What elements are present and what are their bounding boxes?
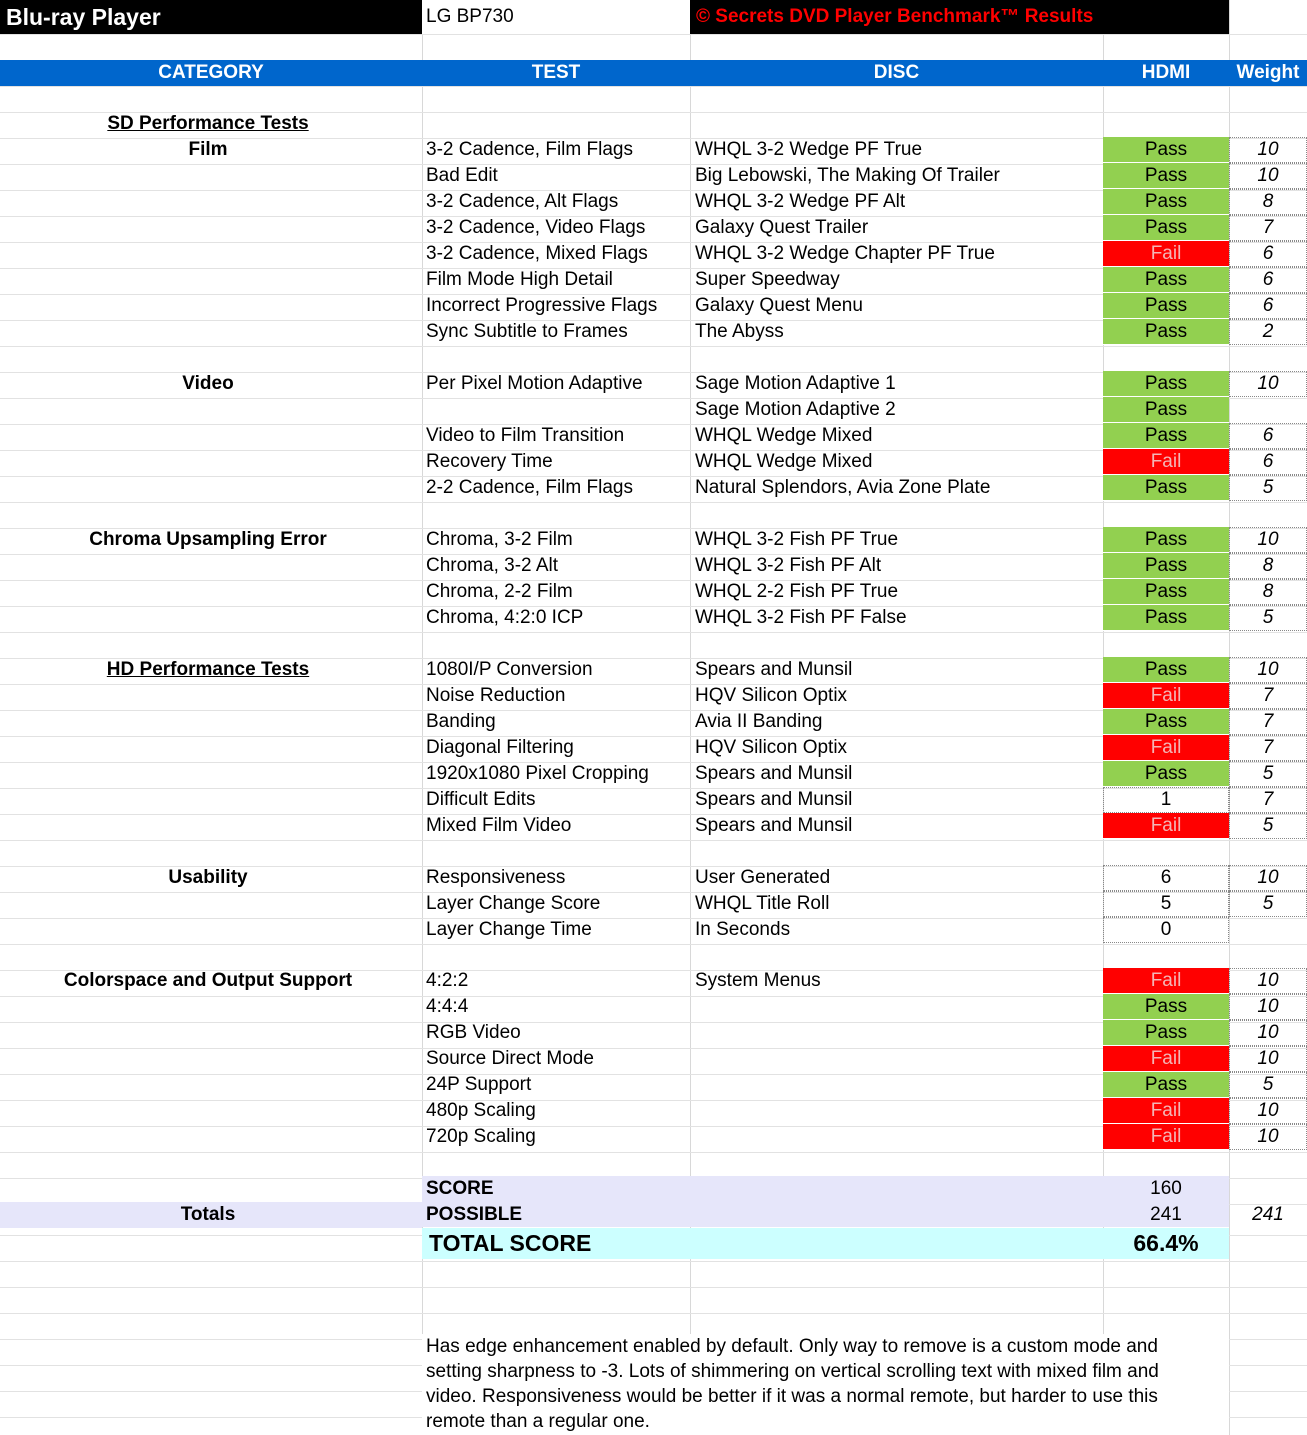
test-name: 2-2 Cadence, Film Flags [426, 477, 633, 498]
disc-name [690, 1124, 1103, 1150]
test-name: Noise Reduction [426, 685, 566, 706]
hdmi-result: Pass [1103, 1072, 1229, 1098]
disc-name [690, 1072, 1103, 1098]
hdmi-result: Pass [1103, 137, 1229, 163]
column-header-test: TEST [531, 62, 581, 83]
test-name: Sync Subtitle to Frames [426, 321, 628, 342]
disc-name [690, 1046, 1103, 1072]
disc-name: Big Lebowski, The Making Of Trailer [695, 165, 1000, 186]
weight-value: 5 [1229, 605, 1307, 631]
gridline [0, 944, 1307, 945]
possible-weight: 241 [1252, 1204, 1284, 1225]
test-name: Responsiveness [426, 867, 566, 888]
weight-value: 10 [1229, 657, 1307, 683]
test-name: Banding [426, 711, 496, 732]
test-name: Film Mode High Detail [426, 269, 613, 290]
disc-name: WHQL 3-2 Wedge PF True [695, 139, 923, 160]
test-name: 3-2 Cadence, Film Flags [426, 139, 633, 160]
disc-name [690, 1098, 1103, 1124]
notes-line: video. Responsiveness would be better if it was a normal remote, but harder to use this [426, 1385, 1158, 1407]
total-score-value: 66.4% [1133, 1230, 1199, 1256]
test-name: 4:4:4 [426, 996, 469, 1017]
hdmi-result: Fail [1103, 449, 1229, 475]
disc-name: Galaxy Quest Menu [695, 295, 863, 316]
player-name: LG BP730 [426, 6, 514, 27]
test-name: Chroma, 3-2 Alt [426, 555, 558, 576]
hdmi-result: 5 [1103, 891, 1229, 917]
hdmi-result: Fail [1103, 1124, 1229, 1150]
possible-label: POSSIBLE [426, 1204, 523, 1225]
hdmi-result: Pass [1103, 553, 1229, 579]
weight-value: 5 [1229, 813, 1307, 839]
gridline [0, 502, 1307, 503]
disc-name: WHQL 3-2 Fish PF True [695, 529, 899, 550]
disc-name: Spears and Munsil [695, 659, 853, 680]
hdmi-result: Pass [1103, 215, 1229, 241]
weight-value: 6 [1229, 423, 1307, 449]
disc-name: WHQL Title Roll [695, 893, 830, 914]
section-film: Film [188, 139, 228, 160]
gridline [0, 86, 1307, 87]
disc-name: WHQL Wedge Mixed [695, 451, 873, 472]
disc-name [690, 1020, 1103, 1046]
weight-value: 10 [1229, 527, 1307, 553]
disc-name: Avia II Banding [695, 711, 823, 732]
test-name: Layer Change Time [426, 919, 592, 940]
test-name: Incorrect Progressive Flags [426, 295, 658, 316]
weight-value: 10 [1229, 994, 1307, 1020]
weight-value: 10 [1229, 1046, 1307, 1072]
weight-value: 10 [1229, 968, 1307, 994]
hdmi-result: Pass [1103, 293, 1229, 319]
hdmi-result: Pass [1103, 579, 1229, 605]
disc-name: WHQL 3-2 Wedge PF Alt [695, 191, 906, 212]
test-name: RGB Video [426, 1022, 521, 1043]
hdmi-result: Pass [1103, 1020, 1229, 1046]
weight-value: 5 [1229, 891, 1307, 917]
hdmi-result: Pass [1103, 527, 1229, 553]
weight-value: 6 [1229, 293, 1307, 319]
hdmi-result: Pass [1103, 319, 1229, 345]
weight-value: 7 [1229, 683, 1307, 709]
hdmi-result: 6 [1103, 865, 1229, 891]
hdmi-result: Fail [1103, 813, 1229, 839]
disc-name: WHQL 3-2 Wedge Chapter PF True [695, 243, 995, 264]
weight-value: 7 [1229, 215, 1307, 241]
test-name: Mixed Film Video [426, 815, 572, 836]
test-name: Per Pixel Motion Adaptive [426, 373, 643, 394]
hdmi-result: Pass [1103, 163, 1229, 189]
notes-area [422, 1334, 1229, 1435]
benchmark-banner: © Secrets DVD Player Benchmark™ Results [690, 0, 1229, 34]
disc-name: Sage Motion Adaptive 1 [695, 373, 896, 394]
disc-name: WHQL 2-2 Fish PF True [695, 581, 899, 602]
disc-name: User Generated [695, 867, 831, 888]
weight-value: 7 [1229, 709, 1307, 735]
disc-name: Spears and Munsil [695, 763, 853, 784]
disc-name: Natural Splendors, Avia Zone Plate [695, 477, 991, 498]
hdmi-result: Pass [1103, 397, 1229, 423]
notes-line: Has edge enhancement enabled by default. Only way to remove is a custom mode and [426, 1335, 1158, 1357]
weight-value [1229, 397, 1307, 423]
weight-value: 10 [1229, 1020, 1307, 1046]
totals-label: Totals [180, 1204, 236, 1225]
weight-value: 10 [1229, 1098, 1307, 1124]
disc-name: The Abyss [695, 321, 784, 342]
disc-name: Spears and Munsil [695, 815, 853, 836]
hdmi-result: Fail [1103, 683, 1229, 709]
hdmi-result: Fail [1103, 241, 1229, 267]
test-name: Difficult Edits [426, 789, 536, 810]
column-header-disc: DISC [873, 62, 920, 83]
hdmi-result: Pass [1103, 605, 1229, 631]
test-name: Chroma, 4:2:0 ICP [426, 607, 584, 628]
weight-value: 7 [1229, 787, 1307, 813]
test-name: 24P Support [426, 1074, 532, 1095]
column-header-weight: Weight [1236, 62, 1300, 83]
test-name: Source Direct Mode [426, 1048, 594, 1069]
hdmi-result: 0 [1103, 917, 1229, 943]
disc-name: System Menus [695, 970, 821, 991]
gridline [0, 1313, 1307, 1314]
hdmi-result: Pass [1103, 475, 1229, 501]
section-video: Video [182, 373, 234, 394]
hdmi-result: Pass [1103, 994, 1229, 1020]
disc-name: WHQL 3-2 Fish PF Alt [695, 555, 882, 576]
title-label: Blu-ray Player [0, 0, 422, 34]
weight-value: 10 [1229, 163, 1307, 189]
gridline [0, 1287, 1307, 1288]
hdmi-result: Pass [1103, 189, 1229, 215]
column-header-hdmi: HDMI [1141, 62, 1191, 83]
score-value: 160 [1150, 1178, 1182, 1199]
weight-value: 8 [1229, 189, 1307, 215]
section-hd-performance: HD Performance Tests [106, 659, 310, 680]
hdmi-result: Fail [1103, 1098, 1229, 1124]
weight-value: 10 [1229, 865, 1307, 891]
score-label: SCORE [426, 1178, 494, 1199]
gridline [0, 1152, 1307, 1153]
weight-value: 10 [1229, 1124, 1307, 1150]
weight-value: 8 [1229, 553, 1307, 579]
hdmi-result: Pass [1103, 709, 1229, 735]
disc-name: Sage Motion Adaptive 2 [695, 399, 896, 420]
total-score-label: TOTAL SCORE [429, 1230, 592, 1256]
weight-value: 6 [1229, 449, 1307, 475]
hdmi-result: 1 [1103, 787, 1229, 813]
possible-value: 241 [1150, 1204, 1182, 1225]
disc-name: HQV Silicon Optix [695, 685, 848, 706]
section-colorspace: Colorspace and Output Support [63, 970, 353, 991]
weight-value: 6 [1229, 241, 1307, 267]
weight-value: 5 [1229, 475, 1307, 501]
test-name [422, 397, 690, 423]
hdmi-result: Pass [1103, 761, 1229, 787]
gridline [0, 840, 1307, 841]
gridline [0, 34, 1307, 35]
test-name: Layer Change Score [426, 893, 601, 914]
weight-value: 10 [1229, 371, 1307, 397]
weight-value: 6 [1229, 267, 1307, 293]
disc-name: WHQL Wedge Mixed [695, 425, 873, 446]
test-name: 720p Scaling [426, 1126, 536, 1147]
weight-value [1229, 917, 1307, 943]
gridline [0, 346, 1307, 347]
disc-name: Galaxy Quest Trailer [695, 217, 869, 238]
section-sd-performance: SD Performance Tests [107, 113, 309, 134]
hdmi-result: Pass [1103, 423, 1229, 449]
test-name: 3-2 Cadence, Video Flags [426, 217, 646, 238]
test-name: 480p Scaling [426, 1100, 536, 1121]
section-usability: Usability [168, 867, 248, 888]
disc-name: In Seconds [695, 919, 791, 940]
weight-value: 2 [1229, 319, 1307, 345]
hdmi-result: Fail [1103, 968, 1229, 994]
disc-name: Spears and Munsil [695, 789, 853, 810]
hdmi-result: Fail [1103, 735, 1229, 761]
hdmi-result: Pass [1103, 657, 1229, 683]
test-name: 1920x1080 Pixel Cropping [426, 763, 649, 784]
test-name: Chroma, 2-2 Film [426, 581, 573, 602]
test-name: Video to Film Transition [426, 425, 625, 446]
notes-line: setting sharpness to -3. Lots of shimmering on vertical scrolling text with mixed film and [426, 1360, 1159, 1382]
weight-value: 10 [1229, 137, 1307, 163]
section-chroma: Chroma Upsampling Error [89, 529, 327, 550]
test-name: 3-2 Cadence, Alt Flags [426, 191, 619, 212]
weight-value: 5 [1229, 761, 1307, 787]
test-name: Recovery Time [426, 451, 553, 472]
notes-line: remote than a regular one. [426, 1410, 650, 1432]
hdmi-result: Pass [1103, 267, 1229, 293]
test-name: Diagonal Filtering [426, 737, 574, 758]
test-name: 3-2 Cadence, Mixed Flags [426, 243, 648, 264]
disc-name: Super Speedway [695, 269, 840, 290]
hdmi-result: Fail [1103, 1046, 1229, 1072]
hdmi-result: Pass [1103, 371, 1229, 397]
weight-value: 7 [1229, 735, 1307, 761]
gridline [0, 1261, 1307, 1262]
weight-value: 5 [1229, 1072, 1307, 1098]
test-name: Chroma, 3-2 Film [426, 529, 573, 550]
disc-name: WHQL 3-2 Fish PF False [695, 607, 907, 628]
gridline [0, 632, 1307, 633]
column-header-category: CATEGORY [158, 62, 264, 83]
disc-name: HQV Silicon Optix [695, 737, 848, 758]
test-name: 4:2:2 [426, 970, 469, 991]
test-name: Bad Edit [426, 165, 498, 186]
disc-name [690, 994, 1103, 1020]
weight-value: 8 [1229, 579, 1307, 605]
test-name: 1080I/P Conversion [426, 659, 593, 680]
